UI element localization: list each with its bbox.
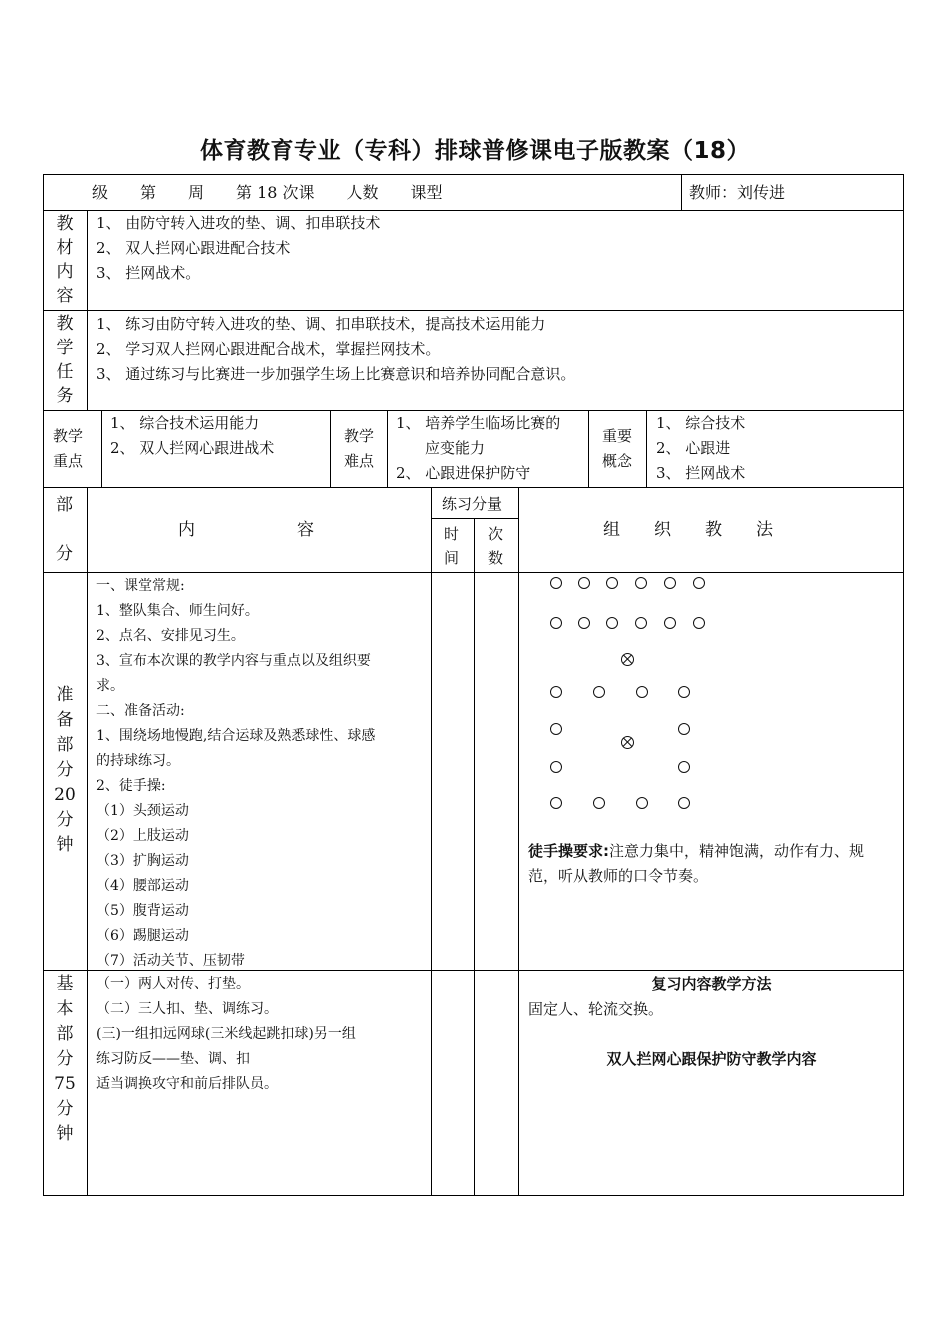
- col-divider: [431, 487, 432, 1196]
- difficulty-item: 2、 心跟进保护防守: [396, 464, 531, 482]
- player-marker: [606, 577, 618, 589]
- player-marker: [635, 617, 647, 629]
- prep-line: （7）活动关节、压韧带: [96, 953, 245, 969]
- task-item: 3、 通过练习与比赛进一步加强学生场上比赛意识和培养协同配合意识。: [96, 365, 576, 383]
- prep-line: （3）扩胸运动: [96, 853, 189, 869]
- prep-line: 二、准备活动:: [96, 703, 185, 719]
- prep-label: 准 备 部 分 20 分 钟: [54, 685, 76, 855]
- player-marker: [693, 617, 705, 629]
- prep-line: 3、宣布本次课的教学内容与重点以及组织要: [96, 653, 371, 669]
- row-divider: [43, 310, 904, 311]
- review-title: 复习内容教学方法: [651, 975, 772, 993]
- focus-label: 重点: [53, 452, 84, 470]
- player-marker: [593, 797, 605, 809]
- player-marker: [606, 617, 618, 629]
- col-divider: [518, 487, 519, 1196]
- player-marker: [678, 797, 690, 809]
- basic-line: 练习防反——垫、调、扣: [96, 1051, 250, 1067]
- player-marker: [550, 577, 562, 589]
- player-marker: [550, 761, 562, 773]
- concept-label: 重要: [602, 427, 633, 445]
- player-marker: [550, 723, 562, 735]
- task-item: 2、 学习双人拦网心跟进配合战术，掌握拦网技术。: [96, 340, 441, 358]
- content-item: 2、 双人拦网心跟进配合技术: [96, 239, 291, 257]
- concept-item: 1、 综合技术: [656, 414, 746, 432]
- basic-line: （一）两人对传、打垫。: [96, 976, 250, 992]
- basic-line: （二）三人扣、垫、调练习。: [96, 1001, 278, 1017]
- basic-line: (三)一组扣远网球(三米线起跳扣球)另一组: [96, 1026, 356, 1042]
- practice-header: 练习分量: [442, 495, 503, 513]
- review-text: 固定人、轮流交换。: [528, 1000, 664, 1018]
- player-marker: [678, 723, 690, 735]
- player-marker: [578, 577, 590, 589]
- focus-item: 2、 双人拦网心跟进战术: [110, 439, 275, 457]
- time-header: 间: [444, 549, 460, 567]
- prep-line: 1、整队集合、师生问好。: [96, 603, 259, 619]
- prep-line: （6）踢腿运动: [96, 928, 189, 944]
- basic-line: 适当调换攻守和前后排队员。: [96, 1076, 278, 1092]
- difficulty-label: 难点: [344, 452, 375, 470]
- lesson-info: 级 第 周 第 18 次课 人数 课型: [92, 183, 443, 202]
- player-marker: [636, 686, 648, 698]
- block-title: 双人拦网心跟保护防守教学内容: [606, 1050, 817, 1068]
- player-marker: [678, 761, 690, 773]
- prep-line: 2、点名、安排见习生。: [96, 628, 245, 644]
- part-header: 部: [56, 495, 73, 515]
- col-divider: [87, 210, 88, 410]
- prep-line: 2、徒手操:: [96, 778, 166, 794]
- time-header: 时: [444, 525, 460, 543]
- col-divider: [387, 410, 388, 487]
- col-divider: [646, 410, 647, 487]
- prep-line: （4）腰部运动: [96, 878, 189, 894]
- difficulty-item: 1、 培养学生临场比赛的: [396, 414, 561, 432]
- prep-line: 的持球练习。: [96, 753, 180, 769]
- player-marker: [693, 577, 705, 589]
- prep-line: 求。: [96, 678, 124, 694]
- content-header: 内 容: [178, 520, 314, 540]
- content-label: 教 材 内 容: [56, 214, 74, 306]
- prep-line: （2）上肢运动: [96, 828, 189, 844]
- count-header: 次: [488, 525, 504, 543]
- player-marker: [593, 686, 605, 698]
- col-divider: [87, 487, 88, 1196]
- player-marker: [578, 617, 590, 629]
- teacher-marker: [621, 736, 634, 749]
- focus-item: 1、 综合技术运用能力: [110, 414, 260, 432]
- col-divider: [681, 174, 682, 210]
- method-header: 组 织 教 法: [603, 520, 773, 540]
- concept-item: 2、 心跟进: [656, 439, 731, 457]
- count-header: 数: [488, 549, 504, 567]
- focus-label: 教学: [53, 427, 84, 445]
- exercise-requirement: 徒手操要求:注意力集中，精神饱满，动作有力、规: [528, 842, 865, 860]
- exercise-requirement-cont: 范，听从教师的口令节奏。: [528, 867, 709, 885]
- player-marker: [550, 686, 562, 698]
- page-title: 体育教育专业（专科）排球普修课电子版教案（18）: [199, 138, 750, 164]
- task-item: 1、 练习由防守转入进攻的垫、调、扣串联技术，提高技术运用能力: [96, 315, 546, 333]
- player-marker: [664, 577, 676, 589]
- teacher-marker: [621, 653, 634, 666]
- col-divider: [101, 410, 102, 487]
- prep-line: （5）腹背运动: [96, 903, 189, 919]
- content-item: 3、 拦网战术。: [96, 264, 201, 282]
- col-divider: [588, 410, 589, 487]
- teacher-name: 教师：刘传进: [689, 183, 786, 202]
- task-label: 教 学 任 务: [56, 314, 74, 406]
- prep-line: （1）头颈运动: [96, 803, 189, 819]
- player-marker: [550, 617, 562, 629]
- prep-line: 1、围绕场地慢跑,结合运球及熟悉球性、球感: [96, 728, 376, 744]
- col-divider: [474, 518, 475, 1196]
- col-divider: [330, 410, 331, 487]
- basic-label: 基 本 部 分 75 分 钟: [54, 974, 76, 1144]
- difficulty-label: 教学: [344, 427, 375, 445]
- player-marker: [664, 617, 676, 629]
- player-marker: [635, 577, 647, 589]
- content-item: 1、 由防守转入进攻的垫、调、扣串联技术: [96, 214, 381, 232]
- concept-label: 概念: [602, 452, 633, 470]
- difficulty-item: 应变能力: [425, 439, 486, 457]
- prep-line: 一、课堂常规:: [96, 578, 185, 594]
- player-marker: [636, 797, 648, 809]
- concept-item: 3、 拦网战术: [656, 464, 746, 482]
- player-marker: [550, 797, 562, 809]
- part-header: 分: [56, 544, 73, 564]
- player-marker: [678, 686, 690, 698]
- row-divider: [43, 487, 904, 488]
